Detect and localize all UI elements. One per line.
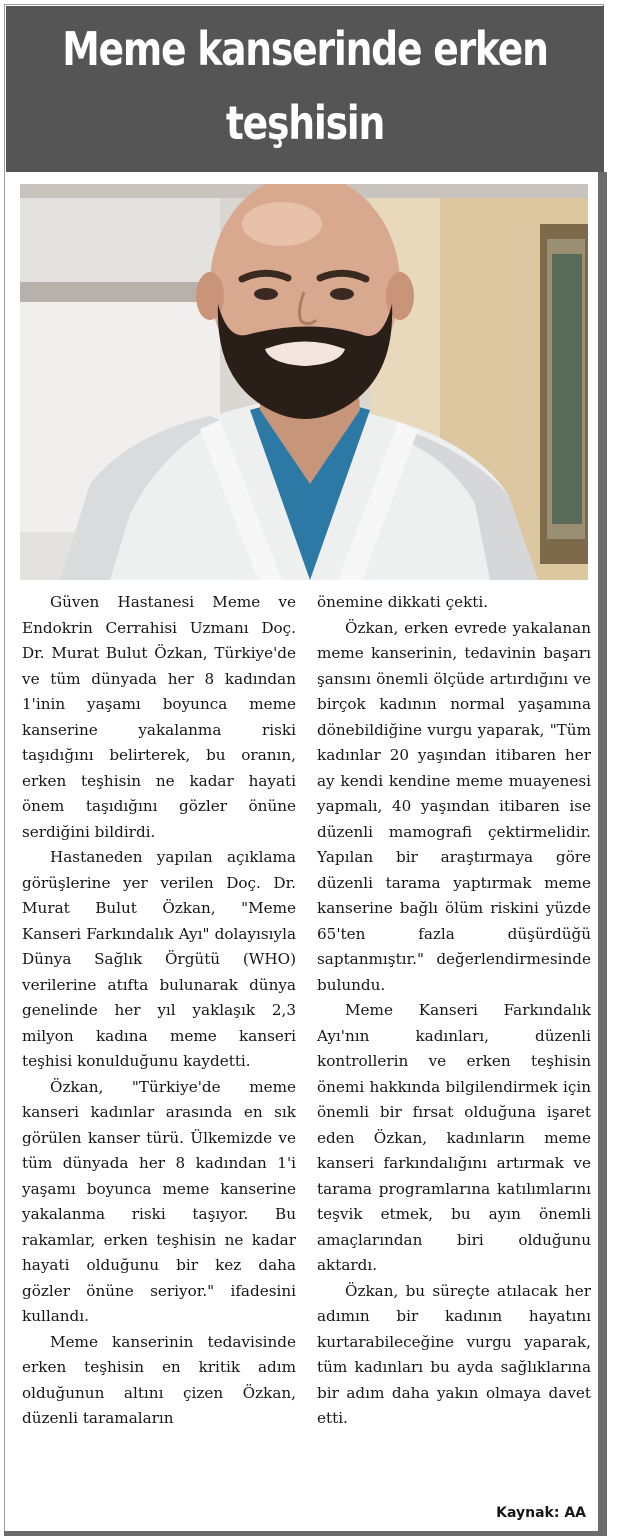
doctor-photo	[20, 184, 588, 580]
headline-line-1: Meme kanserinde erken	[62, 22, 548, 76]
paragraph: Meme Kanseri Farkındalık Ayı'nın kadınları, düzenli kontrollerin ve erken teşhisin önemi hakkında bilgilendirmek için önemli bir fırsat olduğuna işaret eden Özkan, kadınların meme kanseri farkındalığını artırmak ve tarama programlarına katılımlarını teşvik etmek, bu ayın önemli amaçlarından biri olduğunu aktardı.	[317, 1001, 591, 1274]
paragraph: Meme kanserinin tedavisinde erken teşhisin en kritik adım olduğunun altını çizen Özkan, düzenli taramaların	[22, 1332, 296, 1427]
article-column-left	[22, 590, 296, 1432]
doctor-portrait-icon	[20, 184, 588, 580]
headline-line-2: teşhisin	[225, 96, 385, 150]
paragraph: Hastaneden yapılan açıklama görüşlerine yer verilen Doç. Dr. Murat Bulut Özkan, "Meme Kanseri Farkındalık Ayı" dolayısıyla Dünya Sağlık Örgütü (WHO) verilerine atıfta bulunarak dünya genelinde her yıl yaklaşık 2,3 milyon kadına meme kanseri teşhisi konulduğunu kaydetti.	[22, 848, 296, 1070]
source-credit: Kaynak: AA	[496, 1505, 586, 1521]
frame-shadow-right	[598, 172, 607, 1536]
frame-shadow-bottom	[4, 1531, 607, 1536]
paragraph: Güven Hastanesi Meme ve Endokrin Cerrahisi Uzmanı Doç. Dr. Murat Bulut Özkan, Türkiye'de ve tüm dünyada her 8 kadından 1'inin yaşamı boyunca meme kanserine yakalanma riski taşıdığını belirterek, bu oranın, erken teşhisin ne kadar hayati önem taşıdığını gözler önüne serdiğini bildirdi.	[22, 593, 296, 841]
paragraph: önemine dikkati çekti.	[317, 593, 489, 611]
paragraph: Özkan, erken evrede yakalanan meme kanserinin, tedavinin başarı şansını önemli ölçüde artırdığını ve birçok kadının normal yaşamına dönebildiğine vurgu yaparak, "Tüm kadınlar 20 yaşından itibaren her ay kendi kendine meme muayenesi yapmalı, 40 yaşından itibaren ise düzenli mamografi çektirmelidir. Yapılan bir araştırmaya göre düzenli tarama yaptırmak meme kanserine bağlı ölüm riskini yüzde 65'ten fazla düşürdüğü saptanmıştır." değerlendirmesinde bulundu.	[317, 618, 591, 994]
article-column-right	[317, 590, 591, 1432]
paragraph: Özkan, "Türkiye'de meme kanseri kadınlar arasında en sık görülen kanser türü. Ülkemizde ve tüm dünyada her 8 kadından 1'i yaşamı boyunca meme kanserine yakalanma riski taşıyor. Bu rakamlar, erken teşhisin ne kadar hayati olduğunu bir kez daha gözler önüne seriyor." ifadesini kullandı.	[22, 1077, 296, 1325]
paragraph: Özkan, bu süreçte atılacak her adımın bir kadının hayatını kurtarabileceğine vurgu yaparak, tüm kadınları bu ayda sağlıklarına bir adım daha yakın olmaya davet etti.	[317, 1281, 591, 1427]
